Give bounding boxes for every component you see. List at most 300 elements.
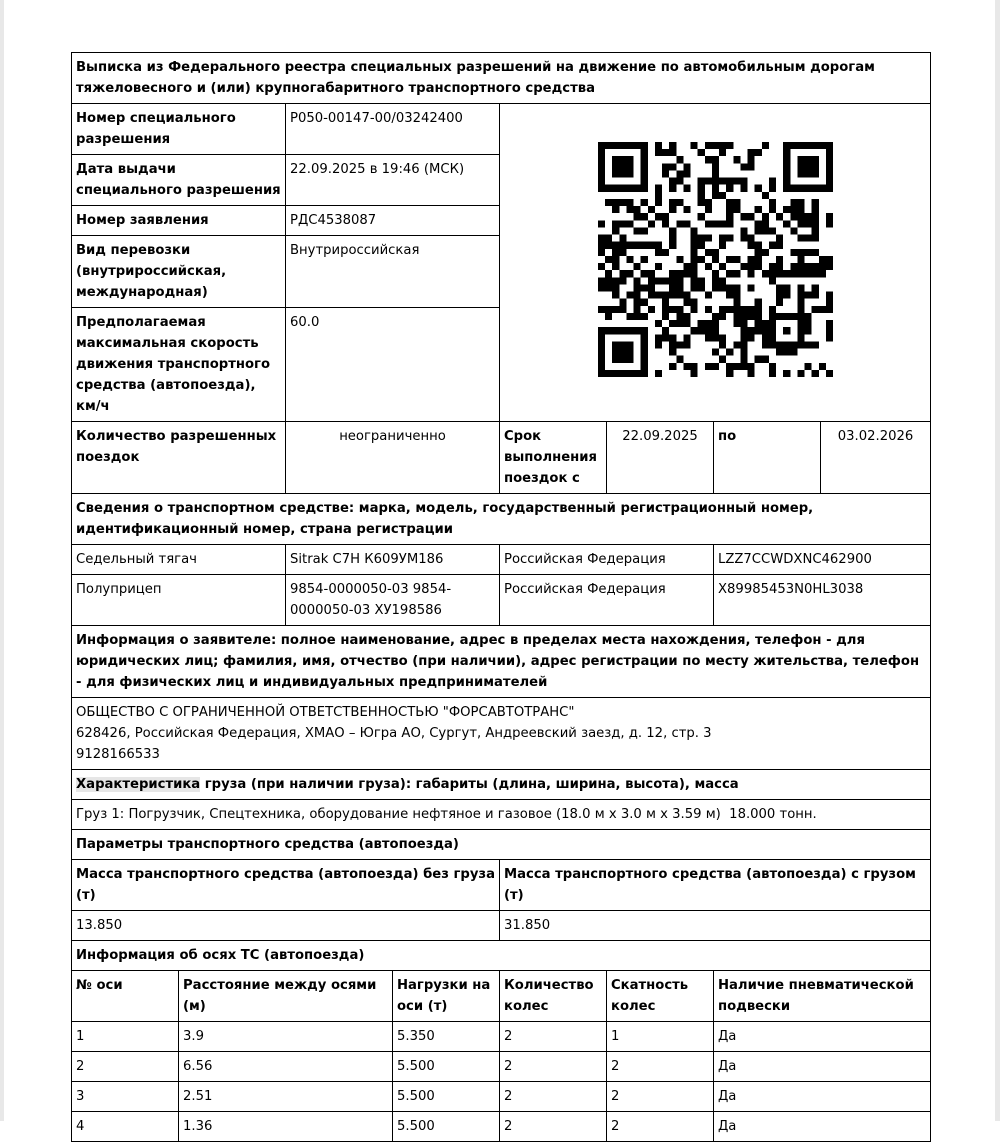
qr-code [598, 142, 833, 377]
qr-module [740, 263, 747, 270]
qr-module [825, 320, 832, 327]
qr-module [768, 305, 775, 312]
qr-module [719, 220, 726, 227]
qr-module [754, 227, 761, 234]
registry-extract-table [71, 52, 931, 1142]
applicant-phone: 9128166533 [76, 747, 160, 762]
qr-module [598, 355, 605, 362]
qr-module [761, 320, 768, 327]
qr-module [797, 184, 804, 191]
qr-module [740, 312, 747, 319]
qr-module [783, 177, 790, 184]
qr-module [633, 206, 640, 213]
qr-module [825, 163, 832, 170]
qr-module [825, 170, 832, 177]
qr-module [619, 234, 626, 241]
period-label: Срок выполнения поездок с [500, 422, 607, 494]
qr-module [640, 241, 647, 248]
qr-module [612, 184, 619, 191]
qr-module [825, 142, 832, 149]
qr-module [804, 312, 811, 319]
axle-cell: 2 [72, 1052, 179, 1082]
period-from: 22.09.2025 [607, 422, 714, 494]
qr-module [719, 263, 726, 270]
qr-module [690, 327, 697, 334]
qr-module [683, 298, 690, 305]
qr-module [719, 234, 726, 241]
qr-module [818, 255, 825, 262]
cargo-section-row [72, 770, 931, 800]
qr-module [804, 263, 811, 270]
qr-module [662, 327, 669, 334]
qr-module [619, 220, 626, 227]
qr-module [761, 220, 768, 227]
qr-module [697, 241, 704, 248]
qr-module [647, 284, 654, 291]
qr-module [747, 312, 754, 319]
axle-cell: 2.51 [179, 1082, 393, 1112]
qr-module [619, 248, 626, 255]
qr-module [655, 320, 662, 327]
qr-module [740, 327, 747, 334]
qr-module [647, 206, 654, 213]
qr-module [711, 312, 718, 319]
qr-module [825, 177, 832, 184]
qr-module [662, 277, 669, 284]
qr-module [676, 156, 683, 163]
qr-module [647, 241, 654, 248]
permit-number-row [72, 104, 931, 155]
period-to: 03.02.2026 [821, 422, 931, 494]
qr-module [598, 170, 605, 177]
qr-module [598, 334, 605, 341]
qr-module [719, 177, 726, 184]
vehicle-section-row [72, 494, 931, 545]
qr-module [683, 320, 690, 327]
qr-module [598, 149, 605, 156]
qr-module [683, 362, 690, 369]
qr-module [790, 198, 797, 205]
qr-module [626, 327, 633, 334]
qr-module [790, 248, 797, 255]
qr-module [740, 213, 747, 220]
qr-module [633, 284, 640, 291]
qr-module [783, 291, 790, 298]
qr-module [690, 241, 697, 248]
qr-module [726, 234, 733, 241]
qr-module [704, 248, 711, 255]
axle-cell: 6.56 [179, 1052, 393, 1082]
qr-module [626, 270, 633, 277]
header-row [72, 53, 931, 104]
qr-module [776, 284, 783, 291]
qr-module [633, 277, 640, 284]
qr-module [797, 305, 804, 312]
qr-module [811, 234, 818, 241]
qr-module [655, 213, 662, 220]
qr-module [747, 156, 754, 163]
qr-module [690, 234, 697, 241]
qr-module [768, 334, 775, 341]
qr-module [740, 355, 747, 362]
speed-label: Предполагаемая максимальная скорость движения транспортного средства (автопоезда), км/ч [72, 308, 286, 422]
vehicle-vin: X89985453N0HL3038 [714, 575, 931, 626]
qr-module [683, 341, 690, 348]
qr-module [605, 277, 612, 284]
qr-module [747, 327, 754, 334]
qr-module [733, 255, 740, 262]
qr-module [612, 348, 619, 355]
qr-module [669, 320, 676, 327]
qr-module [662, 334, 669, 341]
qr-module [711, 142, 718, 149]
qr-module [804, 341, 811, 348]
qr-module [754, 355, 761, 362]
qr-module [726, 270, 733, 277]
axles-header-cell: № оси [72, 971, 179, 1022]
qr-module [626, 255, 633, 262]
qr-module [761, 355, 768, 362]
qr-module [711, 177, 718, 184]
qr-module [726, 184, 733, 191]
qr-module [740, 177, 747, 184]
qr-module [598, 277, 605, 284]
qr-module [768, 327, 775, 334]
qr-module [626, 348, 633, 355]
axles-header-row [72, 971, 931, 1022]
axle-cell: 5.500 [393, 1112, 500, 1142]
qr-module [704, 177, 711, 184]
qr-module [640, 355, 647, 362]
qr-module [633, 241, 640, 248]
qr-module [598, 248, 605, 255]
qr-module [804, 248, 811, 255]
qr-module [612, 263, 619, 270]
applicant-section-row [72, 626, 931, 698]
qr-module [797, 298, 804, 305]
qr-module [783, 270, 790, 277]
qr-module [598, 369, 605, 376]
qr-module [690, 277, 697, 284]
qr-module [655, 241, 662, 248]
qr-module [612, 305, 619, 312]
qr-module [605, 234, 612, 241]
qr-module [633, 327, 640, 334]
qr-module [740, 348, 747, 355]
qr-module [676, 341, 683, 348]
qr-module [761, 213, 768, 220]
qr-module [797, 327, 804, 334]
cargo-description: Груз 1: Погрузчик, Спецтехника, оборудование нефтяное и газовое (18.0 м x 3.0 м x 3.59 м) 18.000 тонн. [72, 800, 931, 830]
qr-module [719, 312, 726, 319]
qr-module [825, 149, 832, 156]
qr-module [669, 177, 676, 184]
qr-module [640, 149, 647, 156]
axle-cell: 3 [72, 1082, 179, 1112]
axle-cell: 1 [72, 1022, 179, 1052]
qr-module [690, 305, 697, 312]
qr-module [704, 334, 711, 341]
qr-module [761, 327, 768, 334]
qr-module [740, 334, 747, 341]
qr-module [626, 163, 633, 170]
qr-module [669, 241, 676, 248]
qr-module [768, 277, 775, 284]
qr-module [761, 191, 768, 198]
axles-header-cell: Количество колес [500, 971, 607, 1022]
vehicle-type: Полуприцеп [72, 575, 286, 626]
transport-type-value: Внутрироссийская [286, 236, 500, 308]
qr-module [768, 270, 775, 277]
axles-header-cell: Нагрузки на оси (т) [393, 971, 500, 1022]
issue-date-value: 22.09.2025 в 19:46 (МСК) [286, 155, 500, 206]
qr-module [783, 312, 790, 319]
qr-module [768, 198, 775, 205]
qr-module [619, 355, 626, 362]
qr-module [626, 198, 633, 205]
qr-module [776, 263, 783, 270]
axle-cell: 2 [607, 1082, 714, 1112]
qr-module [633, 263, 640, 270]
qr-module [619, 198, 626, 205]
cargo-title-highlight: Характеристика [76, 777, 201, 792]
qr-module [640, 312, 647, 319]
qr-module [711, 191, 718, 198]
qr-module [655, 191, 662, 198]
qr-module [626, 369, 633, 376]
qr-module [776, 270, 783, 277]
qr-module [740, 305, 747, 312]
qr-module [605, 142, 612, 149]
qr-module [811, 305, 818, 312]
qr-module [669, 149, 676, 156]
qr-module [726, 206, 733, 213]
qr-module [676, 305, 683, 312]
mass-with-cargo-value: 31.850 [500, 911, 931, 941]
qr-module [612, 355, 619, 362]
qr-module [612, 170, 619, 177]
qr-module [747, 334, 754, 341]
qr-module [740, 341, 747, 348]
cargo-section-title [72, 770, 931, 800]
qr-module [804, 270, 811, 277]
qr-module [804, 142, 811, 149]
mass-with-cargo-label: Масса транспортного средства (автопоезда) с грузом (т) [500, 860, 931, 911]
qr-module [690, 227, 697, 234]
cargo-title-rest: груза (при наличии груза): габариты (длина, ширина, высота), масса [200, 777, 739, 792]
application-value: РДС4538087 [286, 206, 500, 236]
qr-module [683, 334, 690, 341]
qr-module [825, 327, 832, 334]
qr-module [811, 263, 818, 270]
qr-module [669, 362, 676, 369]
qr-module [612, 227, 619, 234]
qr-module [633, 312, 640, 319]
vehicle-country: Российская Федерация [500, 545, 714, 575]
vehicle-section-title: Сведения о транспортном средстве: марка, модель, государственный регистрационный номер, идентификационный номер, страна регистрации [72, 494, 931, 545]
qr-module [640, 369, 647, 376]
axle-cell: 3.9 [179, 1022, 393, 1052]
applicant-address: 628426, Российская Федерация, ХМАО – Югра АО, Сургут, Андреевский заезд, д. 12, стр. 3 [76, 726, 712, 741]
qr-module [640, 170, 647, 177]
qr-module [783, 284, 790, 291]
qr-module [740, 163, 747, 170]
qr-module [655, 263, 662, 270]
qr-module [598, 234, 605, 241]
qr-module [640, 177, 647, 184]
qr-module [711, 248, 718, 255]
qr-module [711, 270, 718, 277]
period-to-label: по [714, 422, 821, 494]
qr-module [797, 170, 804, 177]
qr-module [825, 305, 832, 312]
qr-module [619, 348, 626, 355]
qr-module [776, 312, 783, 319]
qr-module [676, 270, 683, 277]
qr-module [747, 284, 754, 291]
qr-module [726, 291, 733, 298]
qr-module [669, 305, 676, 312]
qr-module [719, 191, 726, 198]
qr-module [754, 298, 761, 305]
qr-module [626, 220, 633, 227]
qr-module [797, 270, 804, 277]
qr-module [783, 206, 790, 213]
qr-module [669, 284, 676, 291]
qr-module [754, 320, 761, 327]
qr-module [804, 163, 811, 170]
qr-module [825, 255, 832, 262]
qr-module [697, 191, 704, 198]
qr-module [783, 163, 790, 170]
qr-module [811, 227, 818, 234]
qr-module [669, 291, 676, 298]
qr-module [704, 156, 711, 163]
qr-module [804, 213, 811, 220]
permit-number-value: P050-00147-00/03242400 [286, 104, 500, 155]
qr-module [783, 149, 790, 156]
qr-module [669, 348, 676, 355]
qr-module [719, 142, 726, 149]
qr-module [662, 298, 669, 305]
qr-module [690, 263, 697, 270]
qr-module [697, 327, 704, 334]
qr-module [626, 312, 633, 319]
qr-module [697, 198, 704, 205]
qr-module [776, 241, 783, 248]
qr-module [662, 170, 669, 177]
qr-module [612, 198, 619, 205]
qr-module [619, 156, 626, 163]
qr-module [676, 312, 683, 319]
qr-code-cell [500, 104, 931, 422]
qr-module [633, 291, 640, 298]
qr-module [676, 220, 683, 227]
qr-module [804, 234, 811, 241]
qr-module [598, 241, 605, 248]
qr-module [655, 142, 662, 149]
qr-module [655, 149, 662, 156]
qr-module [797, 341, 804, 348]
qr-module [704, 206, 711, 213]
qr-module [640, 156, 647, 163]
axle-row [72, 1022, 931, 1052]
qr-module [619, 270, 626, 277]
qr-module [640, 227, 647, 234]
qr-module [797, 142, 804, 149]
qr-module [669, 198, 676, 205]
qr-module [669, 163, 676, 170]
qr-module [669, 184, 676, 191]
qr-module [733, 198, 740, 205]
axle-cell: 4 [72, 1112, 179, 1142]
qr-module [825, 213, 832, 220]
qr-module [776, 213, 783, 220]
qr-module [605, 369, 612, 376]
qr-module [761, 341, 768, 348]
qr-module [776, 255, 783, 262]
qr-module [647, 270, 654, 277]
qr-module [740, 234, 747, 241]
qr-module [640, 298, 647, 305]
qr-module [790, 142, 797, 149]
mass-values-row [72, 911, 931, 941]
qr-module [669, 206, 676, 213]
qr-module [697, 277, 704, 284]
qr-module [804, 170, 811, 177]
qr-module [733, 320, 740, 327]
qr-module [711, 156, 718, 163]
mass-without-cargo-value: 13.850 [72, 911, 500, 941]
qr-module [655, 277, 662, 284]
qr-module [704, 291, 711, 298]
qr-module [683, 206, 690, 213]
qr-module [626, 156, 633, 163]
qr-module [690, 255, 697, 262]
qr-module [797, 369, 804, 376]
qr-module [747, 149, 754, 156]
qr-module [598, 142, 605, 149]
qr-module [669, 227, 676, 234]
qr-module [676, 255, 683, 262]
axles-section-row [72, 941, 931, 971]
qr-module [605, 184, 612, 191]
qr-module [804, 156, 811, 163]
qr-module [811, 206, 818, 213]
qr-module [783, 220, 790, 227]
vehicle-country: Российская Федерация [500, 575, 714, 626]
qr-module [612, 163, 619, 170]
qr-module [754, 327, 761, 334]
qr-module [647, 291, 654, 298]
qr-module [768, 320, 775, 327]
qr-module [711, 220, 718, 227]
qr-module [633, 213, 640, 220]
axle-cell: 1.36 [179, 1112, 393, 1142]
qr-module [683, 270, 690, 277]
qr-module [768, 263, 775, 270]
qr-module [711, 277, 718, 284]
qr-module [747, 213, 754, 220]
qr-module [676, 170, 683, 177]
qr-module [790, 270, 797, 277]
qr-module [683, 312, 690, 319]
qr-module [811, 163, 818, 170]
qr-module [647, 305, 654, 312]
qr-module [619, 327, 626, 334]
axle-row [72, 1052, 931, 1082]
qr-module [811, 270, 818, 277]
